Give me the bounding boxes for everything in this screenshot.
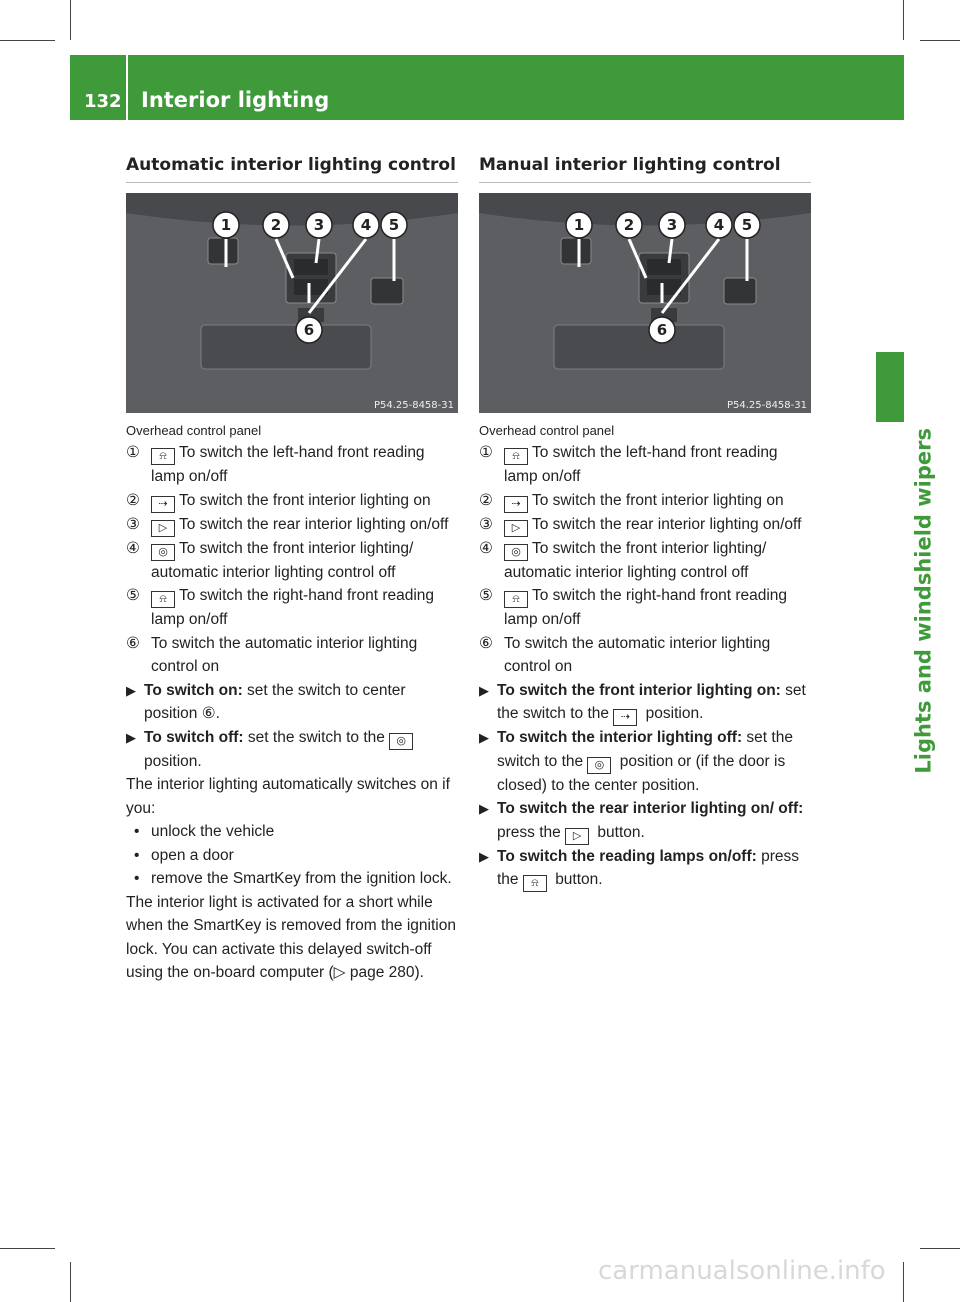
watermark: carmanualsonline.info: [598, 1256, 886, 1286]
callout-2: 2: [270, 216, 282, 234]
step-arrow-icon: ▶: [479, 730, 489, 745]
crop-mark: [903, 1262, 904, 1302]
crop-mark: [920, 40, 960, 41]
step-arrow-icon: ▶: [126, 682, 136, 698]
front-light-icon: ⇢: [504, 496, 528, 513]
bullet-icon: •: [134, 823, 140, 840]
list-item: ⑥ To switch the automatic interior lighting control on: [479, 634, 771, 675]
callout-2: 2: [623, 216, 635, 234]
crop-mark: [0, 1248, 55, 1249]
step-arrow-icon: ▶: [479, 848, 489, 864]
off-position-icon: ◎: [587, 757, 611, 774]
crop-mark: [903, 0, 904, 40]
paragraph: The interior lighting automatically switches on if you:: [126, 776, 450, 817]
callout-5: 5: [741, 216, 753, 234]
list-item: ⑤ ⍾ To switch the right-hand front reading lamp on/off: [126, 587, 435, 628]
overhead-panel-photo: [126, 193, 458, 413]
crop-mark: [70, 0, 71, 40]
callout-6: 6: [656, 321, 668, 339]
side-tab-label: Lights and windshield wipers: [912, 428, 936, 774]
callout-3: 3: [666, 216, 678, 234]
list-item: ④ ◎ To switch the front interior lighting/ automatic interior lighting control off: [479, 539, 767, 581]
instruction-step: ▶ To switch the rear interior lighting on/ off: press the ▷ button.: [479, 797, 811, 845]
list-item: ③ ▷ To switch the rear interior lighting on/off: [126, 513, 458, 537]
list-item: ② ⇢ To switch the front interior lighting on: [479, 489, 811, 513]
reading-lamp-icon: ⍾: [151, 448, 175, 465]
crop-mark: [920, 1248, 960, 1249]
rear-light-icon: ▷: [504, 520, 528, 537]
overhead-panel-illustration: [479, 193, 811, 413]
off-position-icon: ◎: [151, 544, 175, 561]
bullet-icon: •: [134, 870, 140, 887]
section-heading: Manual interior lighting control: [479, 152, 811, 183]
list-item: ① ⍾ To switch the left-hand front reading lamp on/off: [479, 444, 778, 485]
section-heading: Automatic interior lighting control: [126, 152, 458, 183]
header-separator: [126, 55, 128, 120]
side-tab: [876, 352, 904, 422]
instruction-step: ▶ To switch the interior lighting off: set the switch to the ◎ position or (if the door is closed) to the center position.: [479, 726, 811, 797]
page-title: Interior lighting: [141, 88, 330, 112]
list-item: • open a door: [126, 844, 458, 868]
reading-lamp-icon: ⍾: [523, 875, 547, 892]
list-item: ① ⍾ To switch the left-hand front reading lamp on/off: [126, 444, 425, 485]
list-item: • remove the SmartKey from the ignition lock.: [126, 867, 458, 891]
list-item: ③ ▷ To switch the rear interior lighting on/off: [479, 513, 811, 537]
callout-1: 1: [573, 216, 585, 234]
instruction-step: ▶ To switch on: set the switch to center position ⑥.: [126, 679, 458, 726]
paragraph: The interior light is activated for a short while when the SmartKey is removed from the ignition lock. You can activate this delayed switch-off using the on-board computer (▷ page 280).: [126, 893, 456, 981]
photo-caption: Overhead control panel: [479, 423, 615, 438]
crop-mark: [0, 40, 55, 41]
left-column: [126, 152, 458, 985]
callout-3: 3: [313, 216, 325, 234]
step-arrow-icon: ▶: [479, 801, 489, 816]
overhead-panel-illustration: [126, 193, 458, 413]
list-item: ⑤ ⍾ To switch the right-hand front reading lamp on/off: [479, 587, 788, 628]
right-column: [479, 152, 811, 892]
photo-code: P54.25-8458-31: [726, 400, 807, 411]
list-item: ⑥ To switch the automatic interior lighting control on: [126, 634, 418, 675]
callout-1: 1: [220, 216, 232, 234]
step-arrow-icon: ▶: [479, 682, 489, 698]
callout-4: 4: [713, 216, 725, 234]
off-position-icon: ◎: [389, 733, 413, 750]
photo-code: P54.25-8458-31: [373, 400, 454, 411]
step-arrow-icon: ▶: [126, 729, 136, 745]
off-position-icon: ◎: [504, 544, 528, 561]
instruction-step: ▶ To switch the front interior lighting on: set the switch to the ⇢ position.: [479, 679, 811, 727]
front-light-icon: ⇢: [151, 496, 175, 513]
rear-light-icon: ▷: [151, 520, 175, 537]
list-item: ④ ◎ To switch the front interior lighting/ automatic interior lighting control off: [126, 539, 414, 581]
list-item: • unlock the vehicle: [126, 820, 458, 844]
callout-6: 6: [303, 321, 315, 339]
callout-4: 4: [360, 216, 372, 234]
front-light-icon: ⇢: [613, 709, 637, 726]
reading-lamp-icon: ⍾: [504, 448, 528, 465]
callout-5: 5: [388, 216, 400, 234]
rear-light-icon: ▷: [565, 828, 589, 845]
list-item: ② ⇢ To switch the front interior lighting on: [126, 489, 458, 513]
bullet-icon: •: [134, 846, 140, 864]
instruction-step: ▶ To switch the reading lamps on/off: press the ⍾ button.: [479, 845, 811, 893]
photo-caption: Overhead control panel: [126, 423, 262, 438]
reading-lamp-icon: ⍾: [504, 591, 528, 608]
instruction-step: ▶ To switch off: set the switch to the ◎ position.: [126, 726, 458, 774]
page-number: 132: [84, 91, 122, 112]
reading-lamp-icon: ⍾: [151, 591, 175, 608]
crop-mark: [70, 1262, 71, 1302]
overhead-panel-photo: [479, 193, 811, 413]
